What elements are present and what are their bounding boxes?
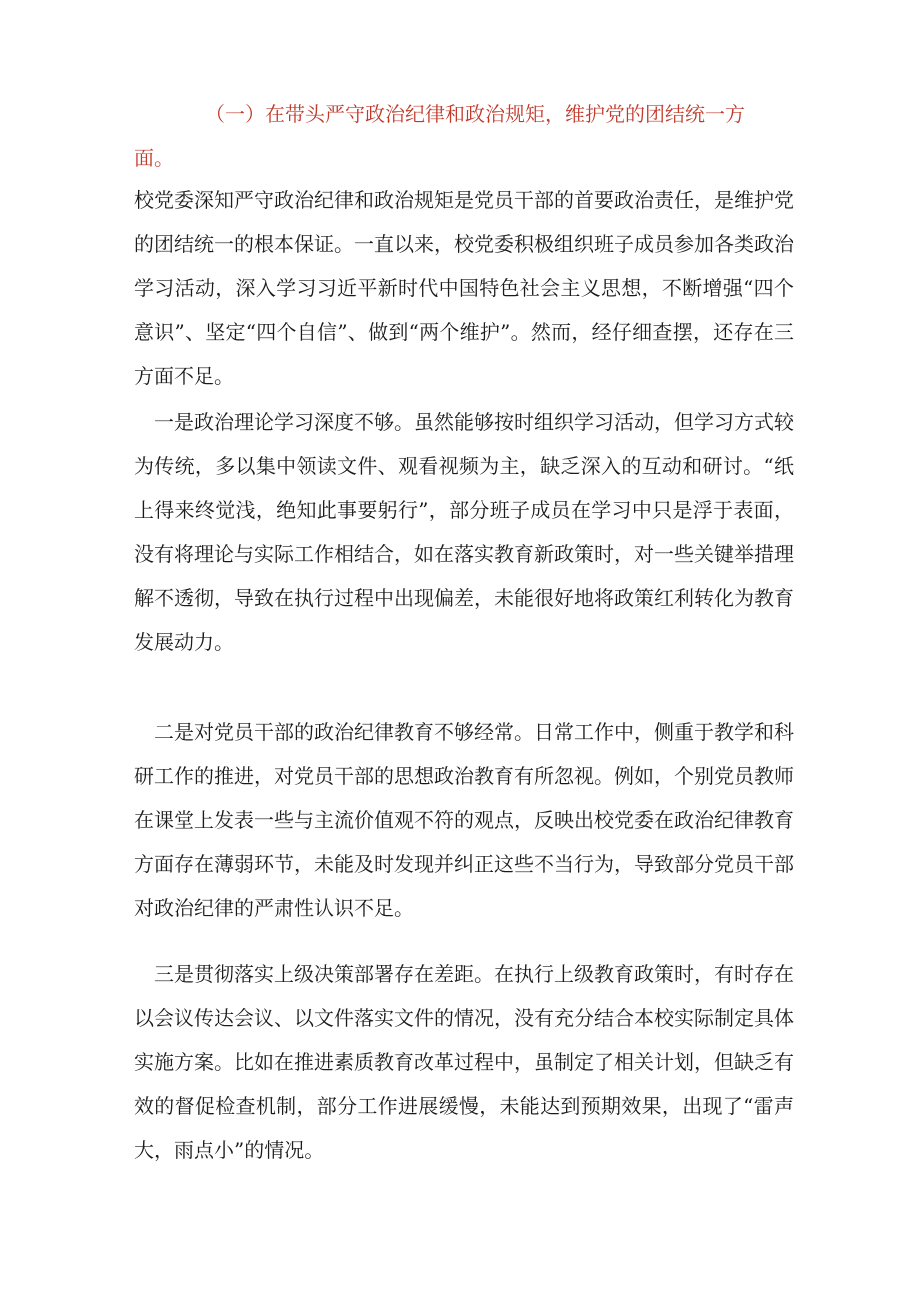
section-heading-continuation: 面。 bbox=[134, 146, 174, 170]
intro-paragraph: 校党委深知严守政治纪律和政治规矩是党员干部的首要政治责任，是维护党的团结统一的根本保证。一直以来，校党委积极组织班子成员参加各类政治学习活动，深入学习习近平新时代中国特色社会主义思想，不断增强“四个意识”、坚定“四个自信”、做到“两个维护”。然而，经仔细查摆，还存在三方面不足。 bbox=[134, 188, 794, 388]
paragraph-point-three: 三是贯彻落实上级决策部署存在差距。在执行上级教育政策时，有时存在以会议传达会议、以文件落实文件的情况，没有充分结合本校实际制定具体实施方案。比如在推进素质教育改革过程中，虽制定了相关计划，但缺乏有效的督促检查机制，部分工作进展缓慢，未能达到预期效果，出现了“雷声大，雨点小”的情况。 bbox=[134, 962, 794, 1162]
paragraph-point-one: 一是政治理论学习深度不够。虽然能够按时组织学习活动，但学习方式较为传统，多以集中领读文件、观看视频为主，缺乏深入的互动和研讨。“纸上得来终觉浅，绝知此事要躬行”，部分班子成员在学习中只是浮于表面，没有将理论与实际工作相结合，如在落实教育新政策时，对一些关键举措理解不透彻，导致在执行过程中出现偏差，未能很好地将政策红利转化为教育发展动力。 bbox=[134, 410, 794, 654]
paragraph-point-two: 二是对党员干部的政治纪律教育不够经常。日常工作中，侧重于教学和科研工作的推进，对党员干部的思想政治教育有所忽视。例如，个别党员教师在课堂上发表一些与主流价值观不符的观点，反映出校党委在政治纪律教育方面存在薄弱环节，未能及时发现并纠正这些不当行为，导致部分党员干部对政治纪律的严肃性认识不足。 bbox=[134, 720, 794, 920]
section-heading: （一）在带头严守政治纪律和政治规矩，维护党的团结统一方 bbox=[205, 102, 745, 126]
